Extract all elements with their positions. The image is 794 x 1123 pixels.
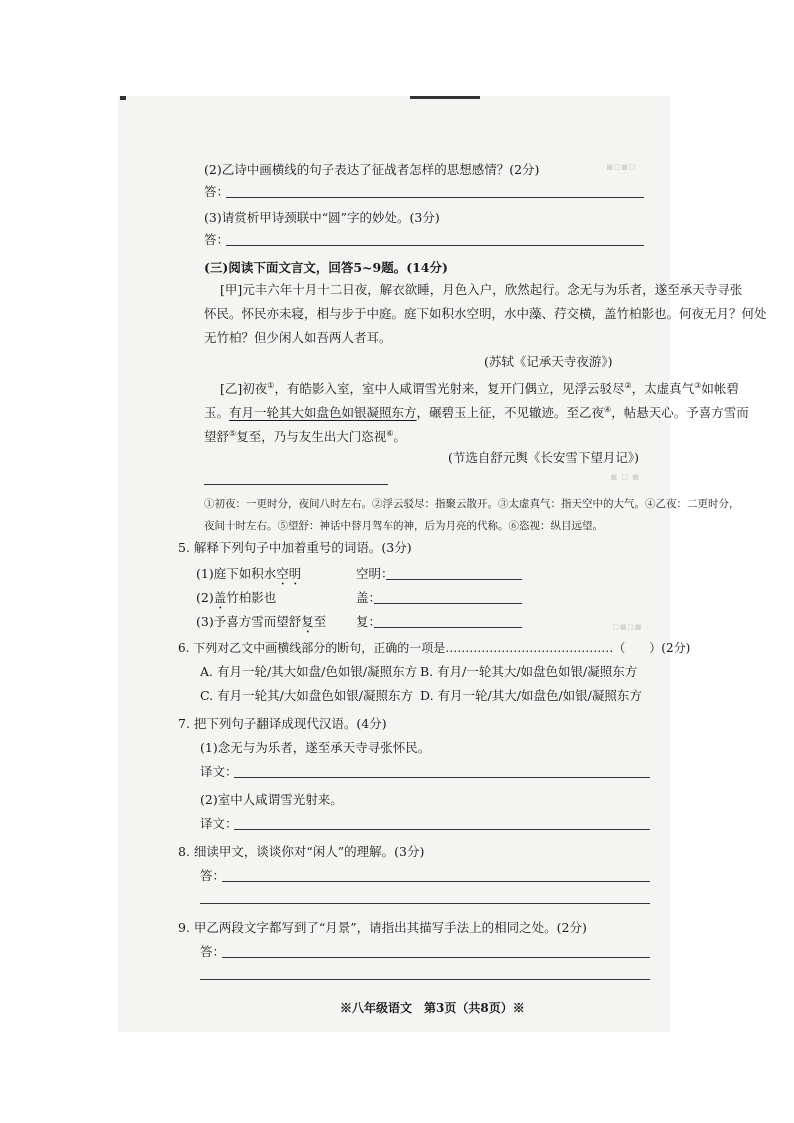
answer-line[interactable] [222,957,650,958]
translation-label: 译文： [200,816,238,831]
q7-sentence: (1)念无与为乐者，遂至承天寺寻张怀民。 [200,740,431,755]
answer-line[interactable] [200,903,650,904]
underlined-sentence: 有月一轮其大如盘色如银凝照东方 [229,405,417,421]
answer-line[interactable] [374,603,522,604]
answer-label: 答： [200,868,226,883]
q6-option-c[interactable]: C. 有月一轮其/大如盘色如银/凝照东方 [200,688,413,703]
bleed-through: ▫▪▫▪ [612,620,642,633]
footnote-line: 夜间十时左右。⑤望舒：神话中替月驾车的神，后为月亮的代称。⑥恣视：纵目远望。 [204,520,603,532]
answer-line[interactable] [200,979,650,980]
q7-sentence: (2)室中人咸谓雪光射来。 [200,792,343,807]
answer-line[interactable] [234,777,650,778]
question-7-stem: 7. 把下列句子翻译成现代汉语。(4分) [178,716,387,731]
scan-mark [410,96,480,99]
answer-line[interactable] [226,197,644,198]
scan-mark [120,96,126,100]
q5-item: (2)盖竹柏影也 [196,590,277,605]
passage-yi-line: [乙]初夜①，有皓影入室，室中人咸谓雪光射来，复开门偶立，见浮云驳尽②，太虚真气③如帐碧 [220,381,739,397]
passage-jia-line: [甲]元丰六年十月十二日夜，解衣欲睡，月色入户，欣然起行。念无与为乐者，遂至承天寺寻张 [220,282,743,297]
q5-answer-label: 复： [356,614,382,629]
q5-item: (1)庭下如积水空明 [196,566,302,581]
question-8-stem: 8. 细读甲文，谈谈你对“闲人”的理解。(3分) [178,844,425,859]
footnote-line: ①初夜：一更时分，夜间八时左右。②浮云驳尽：指聚云散开。③太虚真气：指天空中的大气。④乙夜：二更时分， [204,498,740,510]
page-footer: ※八年级语文 第3页（共8页）※ [340,1001,525,1015]
passage-source: (苏轼《记承天寺夜游》) [484,354,613,369]
bleed-through: ▪▫▪▫ [606,160,636,173]
question-9-stem: 9. 甲乙两段文字都写到了“月景”，请指出其描写手法上的相同之处。(2分) [178,920,587,935]
q5-item: (3)予喜方雪而望舒复至 [196,614,327,629]
answer-line[interactable] [234,829,650,830]
q5-answer-label: 空明： [356,566,394,581]
answer-label: 答： [204,184,230,199]
question-3-prompt: (3)请赏析甲诗颈联中“圆”字的妙处。(3分) [204,210,440,225]
answer-line[interactable] [226,245,644,246]
passage-jia-line: 怀民。怀民亦未寝，相与步于中庭。庭下如积水空明，水中藻、荇交横，盖竹柏影也。何夜无月？何处 [204,306,767,321]
q5-answer-label: 盖： [356,590,382,605]
question-5-stem: 5. 解释下列句子中加着重号的词语。(3分) [178,540,412,555]
answer-line[interactable] [374,627,522,628]
bleed-through: ▪ ▫ ▪ [610,470,640,483]
q6-option-b[interactable]: B. 有月/一轮其大/如盘色如银/凝照东方 [420,664,638,679]
answer-line[interactable] [386,579,522,580]
answer-label: 答： [200,944,226,959]
passage-yi-line: 玉。有月一轮其大如盘色如银凝照东方，碾碧玉上征，不见辙迹。至乙夜④，帖悬天心。予喜方雪而 [204,405,749,421]
footnote-divider [204,484,388,485]
passage-jia-line: 无竹柏？但少闲人如吾两人者耳。 [204,330,392,345]
passage-source: (节选自舒元舆《长安雪下望月记》) [448,450,640,465]
section-heading: (三)阅读下面文言文，回答5~9题。(14分) [204,260,448,275]
exam-sheet [118,96,670,1032]
translation-label: 译文： [200,764,238,779]
question-2-prompt: (2)乙诗中画横线的句子表达了征战者怎样的思想感情？(2分) [204,162,540,177]
q6-option-d[interactable]: D. 有月一轮/其大/如盘色/如银/凝照东方 [420,688,642,703]
q6-option-a[interactable]: A. 有月一轮/其大如盘/色如银/凝照东方 [200,664,418,679]
answer-label: 答： [204,232,230,247]
passage-yi-line: 望舒⑤复至，乃与友生出大门恣视⑥。 [204,429,406,445]
question-6-stem: 6. 下列对乙文中画横线部分的断句，正确的一项是……………………………………（ ）(2分) [178,641,691,655]
answer-line[interactable] [222,881,650,882]
